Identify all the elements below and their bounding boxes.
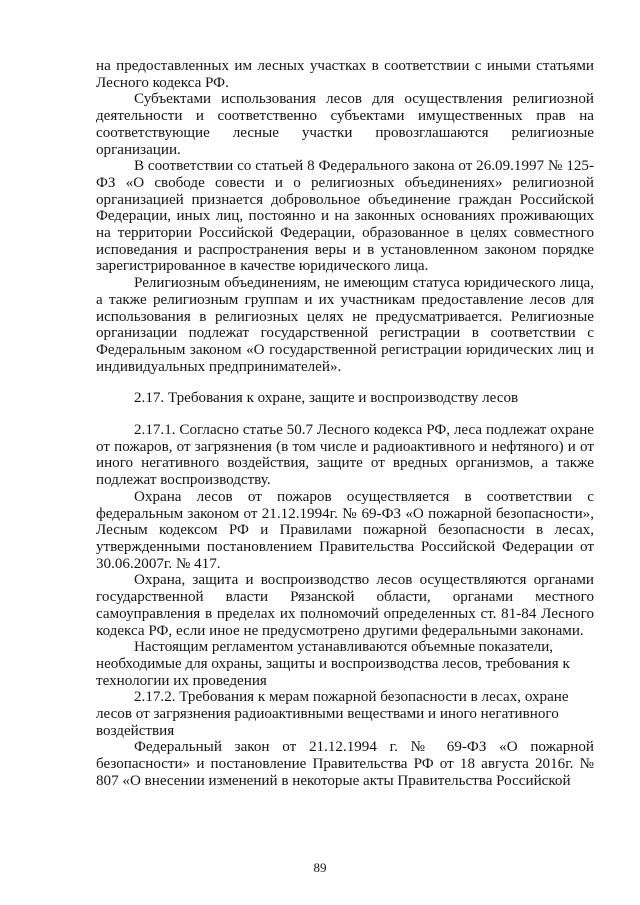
paragraph-federal-law-69-fz: Федеральный закон от 21.12.1994 г. № 69-ФЗ «О пожарной безопасности» и постановление Правительства РФ от 18 августа 2016г. № 807 «О внесении изменений в некоторые акты Правительства Российской — [96, 739, 594, 789]
paragraph-regulation-indicators: Настоящим регламентом устанавливаются объемные показатели, необходимые для охраны, защиты и воспроизводства лесов, требования к технологии их проведения — [96, 639, 570, 689]
paragraph-religious-subjects: Субъектами использования лесов для осуществления религиозной деятельности и соответственно субъектами имущественных прав на соответствующие лесные участки провозглашаются религиозные организации. — [96, 91, 594, 158]
page-body — [96, 58, 594, 790]
paragraph-fire-protection: Охрана лесов от пожаров осуществляется в соответствии с федеральным законом от 21.12.1994г. № 69-ФЗ «О пожарной безопасности», Лесным кодексом РФ и Правилами пожарной безопасности в лесах, утвержденными постановлением Правительства Российской Федерации от 30.06.2007г. № 417. — [96, 488, 594, 572]
page-number: 89 — [313, 860, 327, 875]
paragraph-religious-associations: Религиозным объединениям, не имеющим статуса юридического лица, а также религиозным группам и их участникам предоставление лесов для использования в религиозных целях не предусматривается. Религиозные организации подлежат государственной регистрации в соответствии с Федеральным законом «О государственной регистрации юридических лиц и индивидуальных предпринимателей». — [96, 275, 594, 375]
paragraph-2-17-2: 2.17.2. Требования к мерам пожарной безопасности в лесах, охране лесов от загрязнения радиоактивными веществами и иного негативного воздействия — [96, 689, 569, 739]
paragraph-2-17-1: 2.17.1. Согласно статье 50.7 Лесного кодекса РФ, леса подлежат охране от пожаров, от загрязнения (в том числе и радиоактивного и нефтяного) и от иного негативного воздействия, защите от вредных организмов, а также подлежат воспроизводству. — [96, 422, 594, 489]
paragraph-authorities: Охрана, защита и воспроизводство лесов осуществляются органами государственной власти Рязанской области, органами местного самоуправления в пределах их полномочий определенных ст. 81-84 Лесного кодекса РФ, если иное не предусмотрено другими федеральными законами. — [96, 572, 594, 639]
paragraph-law-125-fz: В соответствии со статьей 8 Федерального закона от 26.09.1997 № 125-ФЗ «О свободе совести и о религиозных объединениях» религиозной организацией признается добровольное объединение граждан Российской Федерации, иных лиц, постоянно и на законных основаниях проживающих на территории Российской Федерации, образованное в целях совместного исповедания и распространения веры и в установленном законом порядке зарегистрированное в качестве юридического лица. — [96, 158, 594, 275]
section-heading-2-17: 2.17. Требования к охране, защите и воспроизводству лесов — [134, 390, 519, 407]
paragraph-continuation: на предоставленных им лесных участках в соответствии с иными статьями Лесного кодекса РФ. — [96, 58, 594, 91]
